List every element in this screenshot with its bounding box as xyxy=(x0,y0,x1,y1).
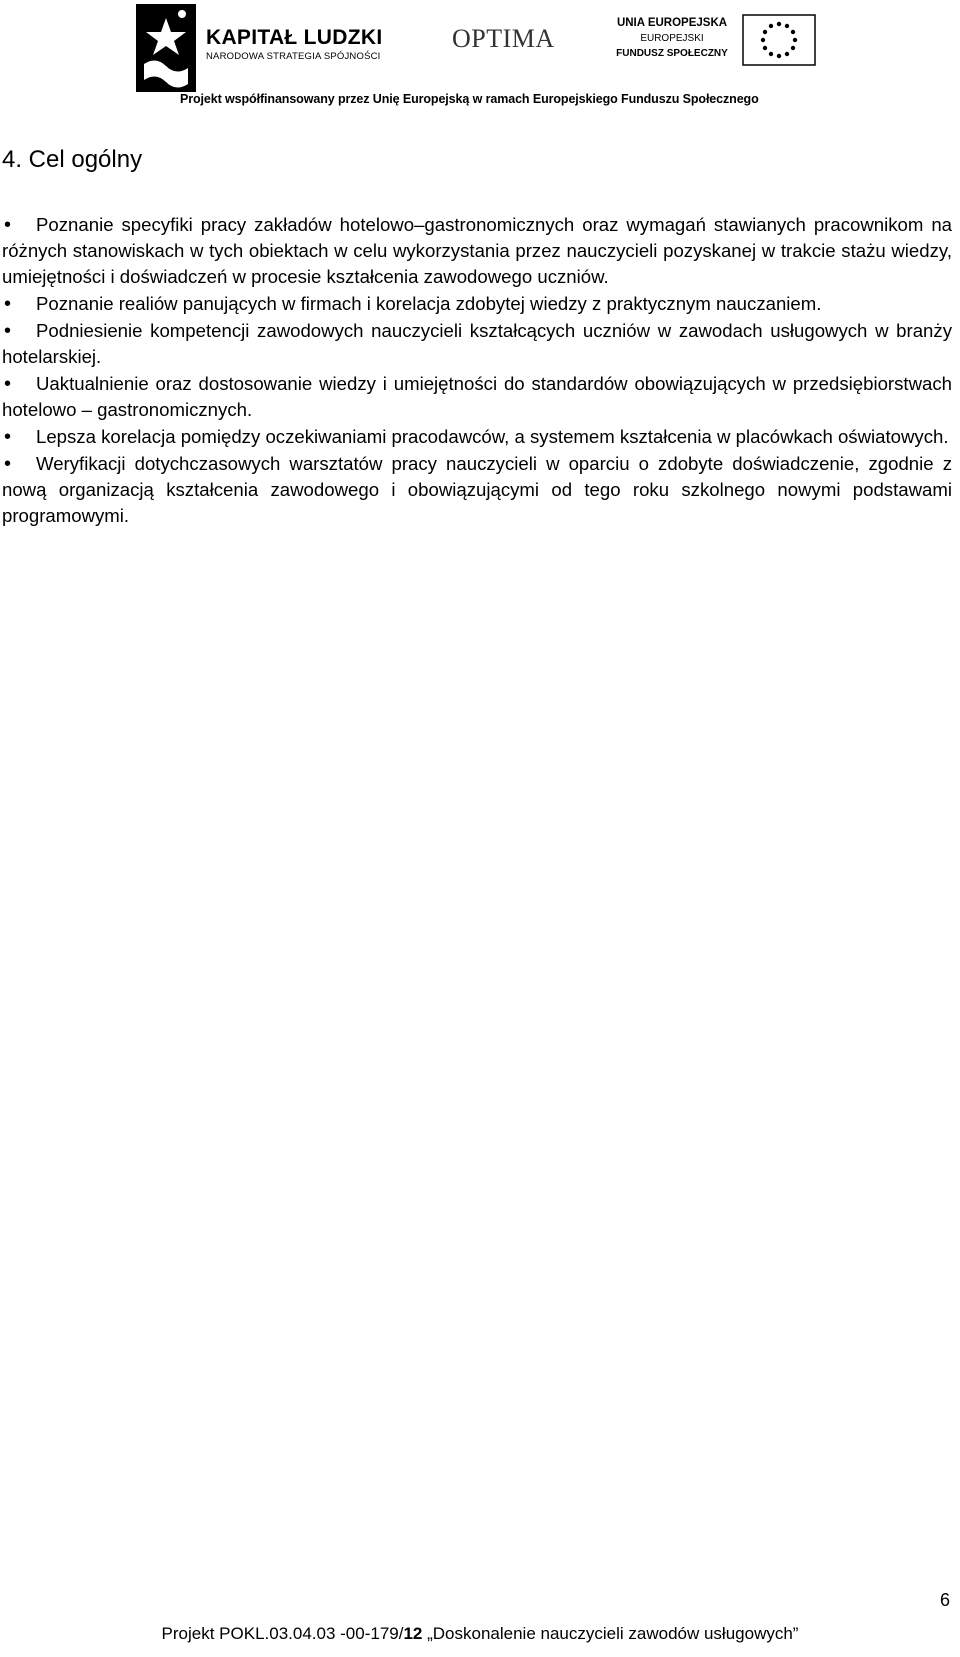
list-item xyxy=(2,318,952,370)
list-item xyxy=(2,451,952,529)
footer-project-number: 12 xyxy=(403,1624,423,1643)
page-footer xyxy=(0,1624,960,1644)
footer-project-prefix: Projekt POKL.03.04.03 -00-179/ xyxy=(161,1624,404,1643)
section-heading: 4. Cel ogólny xyxy=(2,146,143,173)
optima-logo: OPTIMA xyxy=(452,24,555,53)
goals-list xyxy=(2,212,952,530)
list-item xyxy=(2,212,952,290)
kapital-ludzki-title: KAPITAŁ LUDZKI xyxy=(206,26,383,49)
eu-flag-icon xyxy=(742,14,816,66)
kapital-ludzki-emblem-icon xyxy=(136,4,196,92)
page-number: 6 xyxy=(939,1590,950,1610)
list-item-text: Poznanie specyfiki pracy zakładów hotelowo–gastronomicznych oraz wymagań stawianych pracownikom na różnych stanowiskach w tych obiektach w celu wykorzystania przez nauczycieli pozyskanej w trakcie stażu wiedzy, umiejętności i doświadczeń w procesie kształcenia zawodowego uczniów. xyxy=(2,214,952,287)
cofinancing-caption: Projekt współfinansowany przez Unię Europejską w ramach Europejskiego Funduszu Społecznego xyxy=(180,92,759,106)
page-header xyxy=(0,0,960,112)
list-item-text: Uaktualnienie oraz dostosowanie wiedzy i umiejętności do standardów obowiązujących w przedsiębiorstwach hotelowo – gastronomicznych. xyxy=(2,373,952,420)
list-item-text: Podniesienie kompetencji zawodowych nauczycieli kształcących uczniów w zawodach usługowych w branży hotelarskiej. xyxy=(2,320,952,367)
eu-line-2: EUROPEJSKI xyxy=(640,33,704,44)
list-item-text: Lepsza korelacja pomiędzy oczekiwaniami pracodawców, a systemem kształcenia w placówkach oświatowych. xyxy=(36,426,949,447)
list-item-text: Weryfikacji dotychczasowych warsztatów pracy nauczycieli w oparciu o zdobyte doświadczenie, zgodnie z nową organizacją kształcenia zawodowego i obowiązującymi od tego roku szkolnego nowymi podstawami programowymi. xyxy=(2,453,952,526)
list-item xyxy=(2,371,952,423)
kapital-ludzki-subtitle: NARODOWA STRATEGIA SPÓJNOŚCI xyxy=(206,51,381,62)
eu-line-3: FUNDUSZ SPOŁECZNY xyxy=(616,48,728,59)
list-item xyxy=(2,291,952,317)
kapital-ludzki-logo xyxy=(136,4,383,92)
eu-line-1: UNIA EUROPEJSKA xyxy=(616,17,728,29)
eu-logo-text xyxy=(610,16,734,61)
list-item xyxy=(2,424,952,450)
list-item-text: Poznanie realiów panujących w firmach i korelacja zdobytej wiedzy z praktycznym nauczaniem. xyxy=(36,293,822,314)
footer-project-title: „Doskonalenie nauczycieli zawodów usługowych” xyxy=(422,1624,799,1643)
